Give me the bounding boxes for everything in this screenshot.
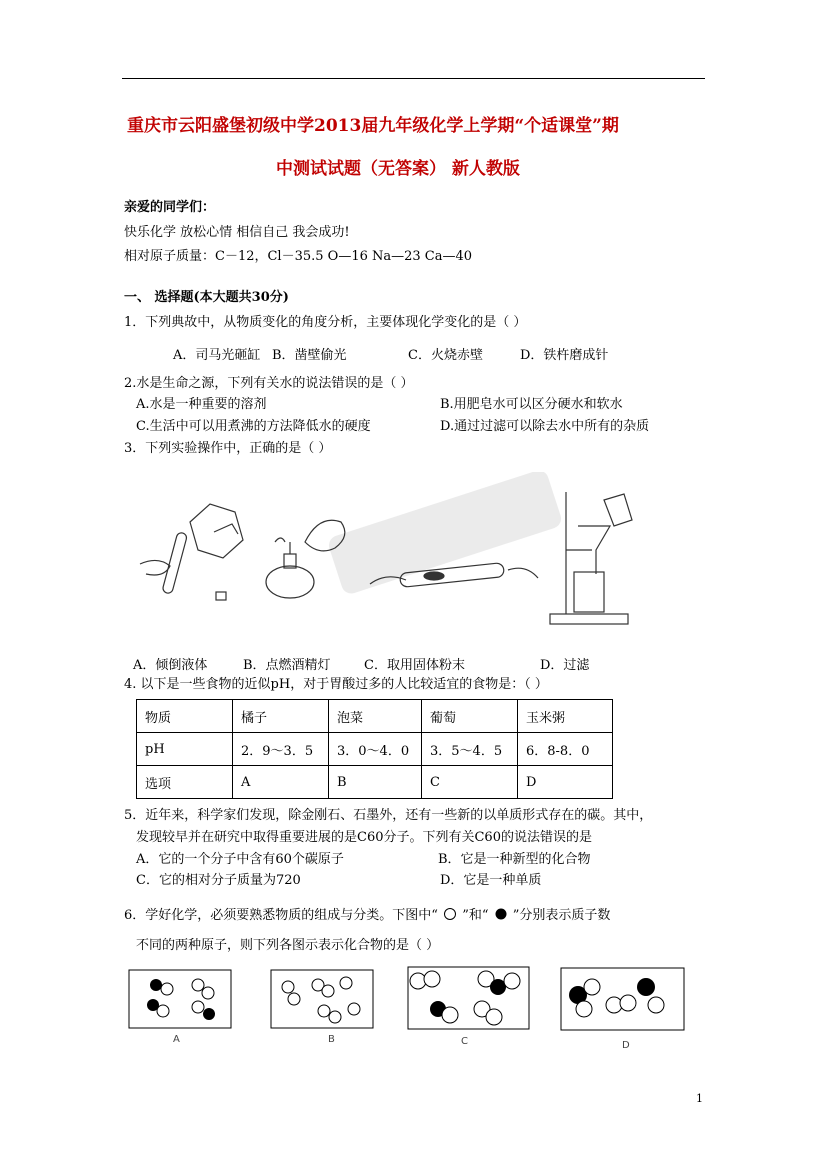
page-number: 1 — [696, 1092, 703, 1105]
q2-option-a: A.水是一种重要的溶剂 — [136, 397, 267, 412]
molecule-box-b — [271, 970, 373, 1028]
q5-stem-line-1: 5．近年来，科学家们发现，除金刚石、石墨外，还有一些新的以单质形式存在的碳。其中， — [124, 808, 653, 823]
q1-option-c: C．火烧赤壁 — [408, 348, 483, 363]
q2-option-b: B.用肥皂水可以区分硬水和软水 — [440, 397, 623, 412]
q6-stem-part-3: ”分别表示质子数 — [512, 908, 611, 923]
table-cell: 物质 — [137, 700, 233, 733]
lab-operations-figure — [130, 472, 640, 650]
table-cell: 橘子 — [233, 700, 329, 733]
black-atom-icon — [493, 907, 509, 921]
title-line-1: 重庆市云阳盛堡初级中学2013届九年级化学上学期“个适课堂”期 — [127, 116, 619, 136]
table-cell: C — [422, 766, 518, 799]
greeting: 亲爱的同学们： — [124, 200, 216, 215]
table-row — [137, 733, 613, 766]
watermark-image — [326, 472, 563, 596]
pouring-liquid-illustration — [140, 504, 243, 600]
q1-option-b: B．凿壁偷光 — [272, 348, 347, 363]
q3-option-d: D．过滤 — [540, 658, 590, 673]
q6-stem-line-2: 不同的两种原子，则下列各图示表示化合物的是（ ） — [136, 938, 440, 953]
table-cell: 3．0～4．0 — [329, 733, 422, 766]
q3-option-b: B．点燃酒精灯 — [243, 658, 331, 673]
motto: 快乐化学 放松心情 相信自己 我会成功! — [124, 225, 350, 240]
box-label-d: D — [622, 1040, 630, 1051]
q6-stem-part-1: 6．学好化学，必须要熟悉物质的组成与分类。下图中“ — [124, 908, 438, 923]
q3-option-a: A．倾倒液体 — [133, 658, 208, 673]
q2-option-d: D.通过过滤可以除去水中所有的杂质 — [440, 419, 650, 434]
q6-stem-part-2: ”和“ — [462, 908, 489, 923]
header-rule — [122, 78, 705, 79]
section-heading: 一、 选择题(本大题共30分) — [124, 290, 289, 305]
table-row — [137, 766, 613, 799]
box-label-a: A — [173, 1034, 180, 1045]
q1-option-d: D．铁杵磨成针 — [520, 348, 609, 363]
molecule-box-c — [408, 967, 529, 1029]
table-cell: 葡萄 — [422, 700, 518, 733]
q1-option-a: A．司马光砸缸 — [173, 348, 261, 363]
box-label-c: C — [461, 1036, 468, 1047]
q5-option-b: B．它是一种新型的化合物 — [438, 852, 591, 867]
q5-stem-line-2: 发现较早并在研究中取得重要进展的是C60分子。下列有关C60的说法错误的是 — [136, 830, 592, 845]
table-cell: A — [233, 766, 329, 799]
q1-stem: 1．下列典故中，从物质变化的角度分析，主要体现化学变化的是（ ） — [124, 315, 527, 330]
table-row — [137, 700, 613, 733]
q6-stem-line-1 — [124, 904, 610, 923]
molecule-box-d — [561, 968, 684, 1030]
q5-option-a: A．它的一个分子中含有60个碳原子 — [136, 852, 344, 867]
filtration-illustration — [550, 492, 632, 624]
molecule-diagrams — [128, 965, 688, 1037]
q2-stem: 2.水是生命之源，下列有关水的说法错误的是（ ） — [124, 376, 414, 391]
table-cell: 泡菜 — [329, 700, 422, 733]
food-ph-table — [136, 699, 613, 799]
table-cell: 6．8-8．0 — [518, 733, 613, 766]
q3-option-c: C．取用固体粉末 — [364, 658, 465, 673]
q5-option-d: D．它是一种单质 — [440, 873, 542, 888]
table-cell: 玉米粥 — [518, 700, 613, 733]
molecule-box-a — [129, 970, 231, 1028]
table-cell: 选项 — [137, 766, 233, 799]
box-label-b: B — [328, 1034, 335, 1045]
table-cell: B — [329, 766, 422, 799]
title-line-2: 中测试试题（无答案） 新人教版 — [276, 159, 520, 179]
table-cell: 2．9～3．5 — [233, 733, 329, 766]
table-cell: 3．5～4．5 — [422, 733, 518, 766]
white-atom-icon — [442, 907, 458, 921]
q4-stem: 4. 以下是一些食物的近似pH，对于胃酸过多的人比较适宜的食物是：（ ） — [124, 677, 548, 692]
atomic-masses: 相对原子质量：C－12，Cl－35.5 O—16 Na—23 Ca—40 — [124, 249, 473, 264]
q5-option-c: C．它的相对分子质量为720 — [136, 873, 301, 888]
q3-stem: 3．下列实验操作中，正确的是（ ） — [124, 441, 332, 456]
q2-option-c: C.生活中可以用煮沸的方法降低水的硬度 — [136, 419, 371, 434]
table-cell: pH — [137, 733, 233, 766]
table-cell: D — [518, 766, 613, 799]
